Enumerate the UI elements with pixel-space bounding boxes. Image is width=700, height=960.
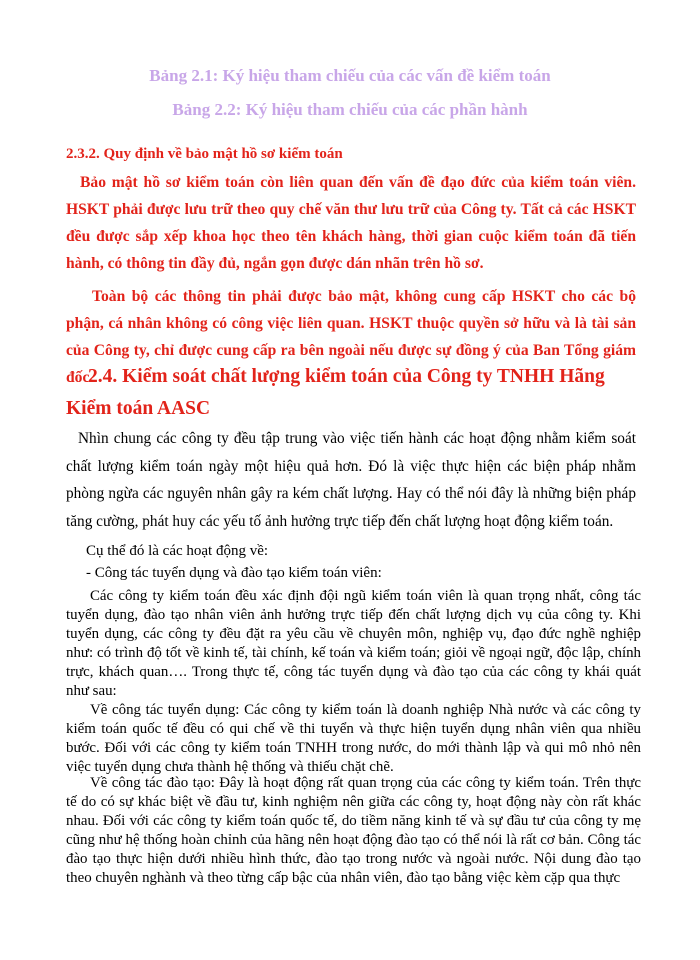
table-caption-2-2: Bảng 2.2: Ký hiệu tham chiếu của các phần hành	[172, 100, 528, 119]
paragraph-training: Về công tác đào tạo: Đây là hoạt động rất quan trọng của các công ty kiểm toán. Trên thực tế do có sự khác biệt về đầu tư, kinh nghiệm nên giữa các công ty, hoạt động này còn rất khác nhau. Đối với các công ty kiểm toán quốc tế, do tiềm năng kinh tế và sự đầu tư của công ty mẹ cũng như hệ thống hoàn chỉnh của hãng nên hoạt động đào tạo có thể nói là rất cơ bản. Công tác đào tạo thực hiện dưới nhiều hình thức, đào tạo trong nước và ngoài nước. Nội dung đào tạo theo chuyên nghành và theo từng cấp bậc của nhân viên, đào tạo bằng việc kèm cặp qua thực	[66, 775, 641, 887]
activities-intro-line: Cụ thể đó là các hoạt động về:	[86, 543, 269, 559]
section-heading-2-3-2: 2.3.2. Quy định về bảo mật hồ sơ kiểm toán	[66, 146, 343, 162]
paragraph-recruitment-overview: Các công ty kiểm toán đều xác định đội ngũ kiểm toán viên là quan trọng nhất, công tác tuyển dụng, đào tạo nhân viên ảnh hưởng trực tiếp đến chất lượng dịch vụ của công ty. Khi tuyển dụng, các công ty đều đặt ra yêu cầu về chuyên môn, nghiệp vụ, đạo đức nghề nghiệp như: có trình độ tốt về kinh tế, tài chính, kế toán và kiểm toán; giỏi về ngoại ngữ, độc lập, chính trực, khách quan…. Trong thực tế, công tác tuyển dụng và đào tạo của các công ty khái quát như sau:	[66, 588, 641, 700]
paragraph-recruitment: Về công tác tuyển dụng: Các công ty kiểm toán là doanh nghiệp Nhà nước và các công ty kiểm toán quốc tế đều có qui chế về thi tuyển và thực hiện tuyển dụng nhân viên qua nhiều bước. Đối với các công ty kiểm toán TNHH trong nước, do mới thành lập và qui mô nhỏ nên việc tuyển dụng chưa thành hệ thống và thiếu chặt chẽ.	[66, 702, 641, 776]
section-heading-2-4: 2.4. Kiểm soát chất lượng kiểm toán của Công ty TNHH Hãng Kiểm toán AASC	[66, 366, 605, 419]
bullet-recruitment-training: - Công tác tuyển dụng và đào tạo kiểm toán viên:	[86, 565, 382, 581]
table-caption-2-1: Bảng 2.1: Ký hiệu tham chiếu của các vấn đề kiểm toán	[149, 66, 551, 85]
paragraph-quality-control-intro: Nhìn chung các công ty đều tập trung vào việc tiến hành các hoạt động nhằm kiểm soát chất lượng kiểm toán ngày một hiệu quả hơn. Đó là việc thực hiện các biện pháp nhằm phòng ngừa các nguyên nhân gây ra kém chất lượng. Hay có thể nói đây là những biện pháp tăng cường, phát huy các yếu tố ảnh hưởng trực tiếp đến chất lượng hoạt động kiểm toán.	[66, 430, 636, 530]
paragraph-confidentiality-2: Toàn bộ các thông tin phải được bảo mật, không cung cấp HSKT cho các bộ phận, cá nhân không có công việc liên quan. HSKT thuộc quyền sở hữu và là tài sản của Công ty, chỉ được cung cấp ra bên ngoài nếu được sự đồng ý của Ban Tổng giám đốc.	[66, 288, 636, 386]
paragraph-confidentiality-1: Bảo mật hồ sơ kiểm toán còn liên quan đến vấn đề đạo đức của kiểm toán viên. HSKT phải được lưu trữ theo quy chế văn thư lưu trữ của Công ty. Tất cả các HSKT đều được sắp xếp khoa học theo tên khách hàng, thời gian cuộc kiểm toán đã tiến hành, có thông tin đầy đủ, ngắn gọn được dán nhãn trên hồ sơ.	[66, 174, 636, 272]
